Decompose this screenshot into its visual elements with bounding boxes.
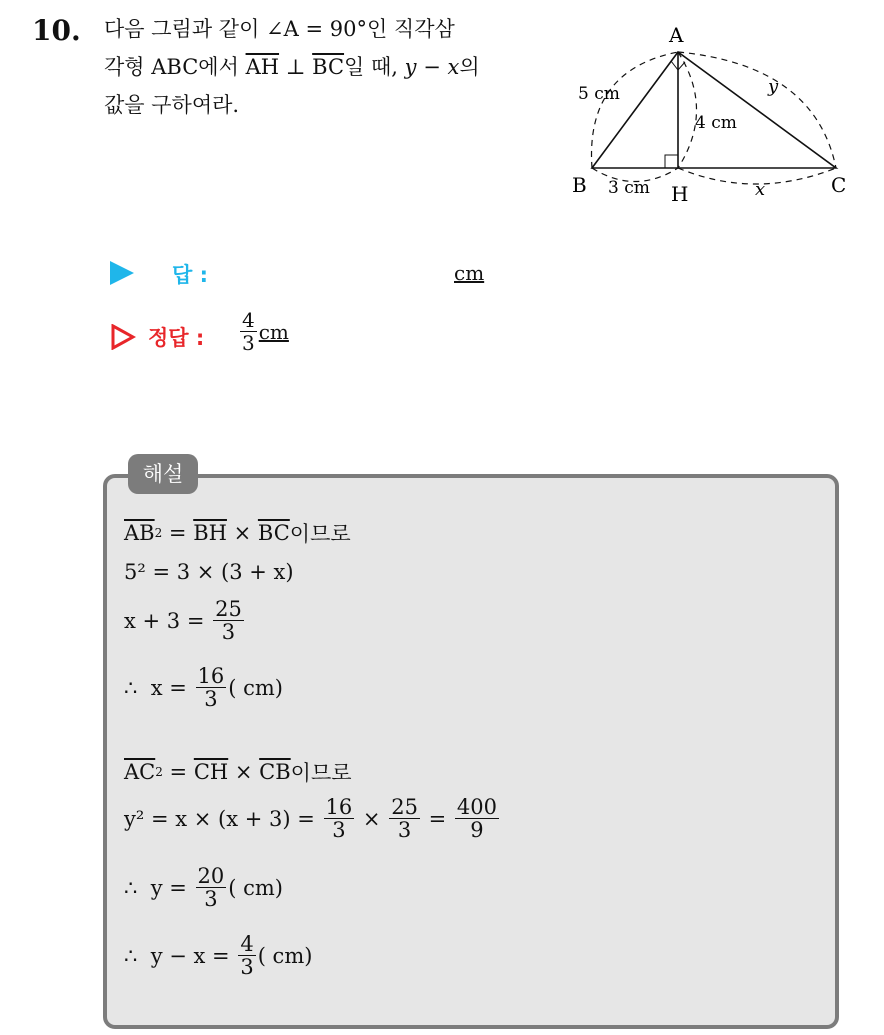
solution-line-1: $\overline{AB}$ 2 = $\overline{BH}$ × $\overline{BC}$ 이므로 bbox=[124, 518, 351, 548]
denominator: 3 bbox=[397, 818, 412, 843]
numerator: 25 bbox=[391, 795, 418, 819]
play-arrow-icon bbox=[110, 261, 134, 285]
label-c: C bbox=[831, 173, 847, 197]
fraction bbox=[196, 665, 227, 711]
lhs: ∴ y = bbox=[124, 876, 194, 901]
length-bh: 3 cm bbox=[608, 178, 650, 198]
fraction bbox=[455, 796, 499, 842]
denominator: 3 bbox=[240, 955, 254, 980]
equals: = bbox=[162, 760, 194, 784]
minus-sign: − bbox=[416, 55, 448, 79]
question-text-part: 일 때, bbox=[344, 55, 405, 79]
segment-ac: $\overline{AC}$ bbox=[124, 760, 156, 784]
right-angle-mark-h bbox=[665, 155, 678, 168]
fraction bbox=[240, 310, 257, 354]
fraction bbox=[213, 598, 244, 644]
solution-line-6 bbox=[124, 796, 501, 842]
correct-answer-label: 정답 : bbox=[148, 326, 205, 350]
segment-ab: $\overline{AB}$ bbox=[124, 521, 155, 545]
denominator: 3 bbox=[204, 687, 218, 712]
label-a: A bbox=[669, 23, 684, 47]
solution-line-4 bbox=[124, 665, 283, 711]
numerator: 25 bbox=[215, 597, 242, 621]
numerator: 400 bbox=[456, 795, 497, 819]
correct-answer-value bbox=[238, 310, 289, 354]
unit: ( cm) bbox=[257, 944, 313, 969]
solution-line-3 bbox=[124, 598, 246, 644]
denominator: 3 bbox=[332, 818, 346, 843]
segment-cb: $\overline{CB}$ bbox=[259, 760, 291, 784]
denominator: 3 bbox=[242, 331, 255, 355]
segment-ch: $\overline{CH}$ bbox=[193, 760, 229, 784]
answer-row bbox=[110, 257, 530, 293]
question-line-1: 다음 그림과 같이 ∠A = 90°인 직각삼 bbox=[104, 17, 455, 41]
numerator: 4 bbox=[240, 932, 254, 956]
var-hc: x bbox=[755, 179, 766, 200]
arc-ah bbox=[678, 52, 697, 168]
length-ab: 5 cm bbox=[578, 84, 620, 104]
var-y: y bbox=[404, 55, 417, 79]
suffix-text: 이므로 bbox=[290, 761, 352, 785]
equals: = bbox=[421, 807, 453, 832]
length-ah: 4 cm bbox=[695, 113, 737, 133]
solution-line-5: $\overline{AC}$ 2 = $\overline{CH}$ × $\overline{CB}$ 이므로 bbox=[124, 757, 352, 787]
triangle-abc bbox=[592, 52, 836, 168]
solution-tag: 해설 bbox=[128, 454, 198, 494]
outline-arrow-icon bbox=[110, 324, 136, 350]
correct-answer-unit: cm bbox=[258, 320, 289, 344]
segment-bh: $\overline{BH}$ bbox=[193, 521, 227, 545]
solution-line-2: 5² = 3 × (3 + x) bbox=[124, 560, 294, 584]
denominator: 3 bbox=[204, 887, 218, 912]
lhs: ∴ y − x = bbox=[124, 944, 237, 969]
numerator: 4 bbox=[242, 308, 255, 332]
unit: ( cm) bbox=[228, 876, 284, 901]
perpendicular-symbol: ⊥ bbox=[279, 55, 313, 79]
solution-line-7 bbox=[124, 865, 283, 911]
question-number: 10. bbox=[32, 14, 81, 47]
equals: = bbox=[162, 521, 194, 545]
fraction bbox=[238, 933, 255, 979]
fraction bbox=[389, 796, 420, 842]
segment-bc: $\overline{BC}$ bbox=[257, 521, 290, 545]
answer-label: 답 : bbox=[172, 263, 208, 287]
var-ac: y bbox=[768, 76, 779, 97]
fraction bbox=[196, 865, 227, 911]
times: × bbox=[226, 521, 258, 545]
denominator: 3 bbox=[221, 620, 236, 645]
suffix-text: 이므로 bbox=[289, 522, 351, 546]
lhs: x + 3 = bbox=[124, 609, 212, 634]
numerator: 16 bbox=[325, 795, 353, 819]
lhs: ∴ x = bbox=[124, 676, 194, 701]
question-line-3: 값을 구하여라. bbox=[104, 93, 240, 117]
lhs: y² = x × (x + 3) = bbox=[124, 807, 322, 832]
label-b: B bbox=[572, 173, 587, 197]
question-line-2 bbox=[104, 48, 544, 86]
correct-answer-row bbox=[110, 310, 410, 370]
numerator: 16 bbox=[197, 664, 225, 688]
fraction bbox=[324, 796, 355, 842]
denominator: 9 bbox=[470, 818, 484, 843]
question-text-part: 각형 ABC에서 bbox=[104, 55, 246, 79]
times: × bbox=[228, 760, 260, 784]
label-h: H bbox=[671, 182, 689, 206]
solution-line-8 bbox=[124, 933, 312, 979]
question-text-part: 의 bbox=[459, 55, 480, 79]
numerator: 20 bbox=[197, 864, 225, 888]
times: × bbox=[356, 807, 388, 832]
question-text bbox=[104, 10, 544, 124]
unit: ( cm) bbox=[228, 676, 283, 701]
var-x: x bbox=[447, 55, 460, 79]
segment-ah: $\overline{AH}$ bbox=[245, 55, 280, 79]
triangle-diagram bbox=[565, 20, 865, 210]
answer-unit: cm bbox=[454, 261, 485, 285]
segment-bc: $\overline{BC}$ bbox=[312, 55, 345, 79]
